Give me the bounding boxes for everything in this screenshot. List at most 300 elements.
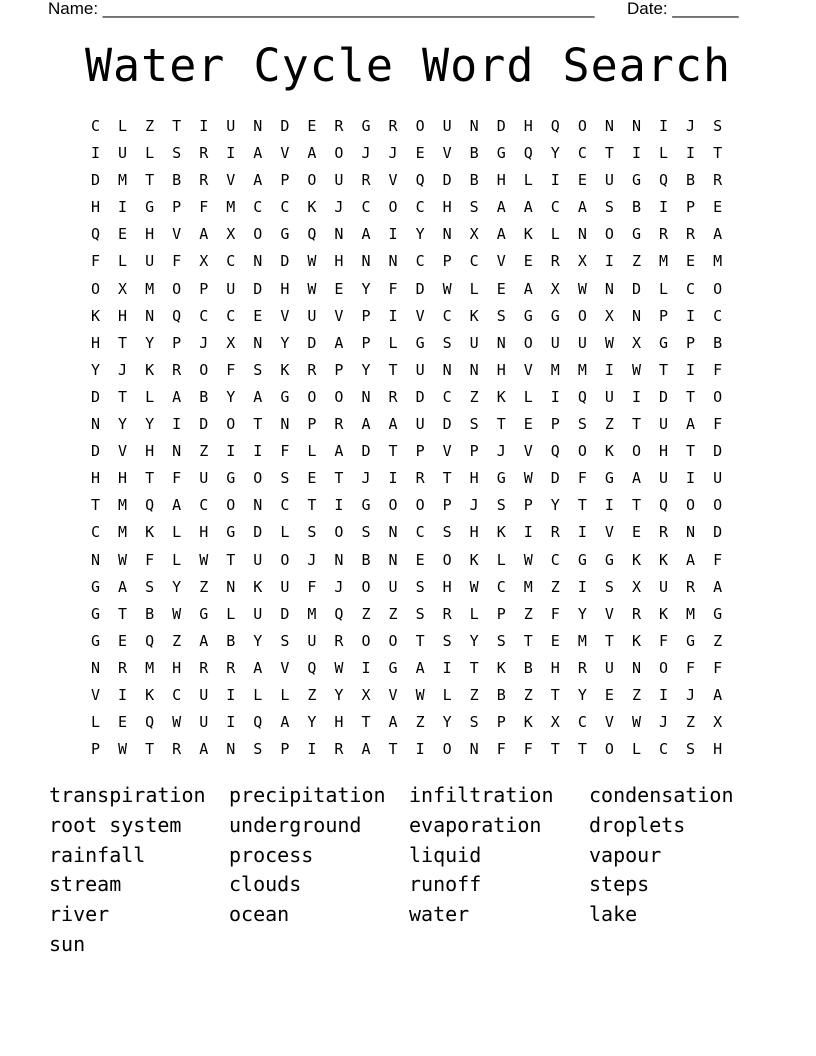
grid-letter: T [145, 171, 155, 190]
grid-letter: P [686, 333, 696, 352]
grid-letter: K [523, 713, 533, 732]
grid-letter: J [686, 685, 696, 704]
grid-letter: W [118, 740, 128, 759]
grid-letter: O [388, 631, 398, 650]
grid-letter: O [280, 550, 290, 569]
grid-letter: B [686, 171, 696, 190]
grid-letter: T [496, 415, 506, 434]
grid-letter: P [91, 740, 101, 759]
grid-letter: Y [469, 631, 479, 650]
word-list-row [49, 900, 769, 930]
grid-letter: N [334, 225, 344, 244]
grid-letter: C [226, 306, 236, 325]
grid-letter: N [253, 333, 263, 352]
grid-letter: R [226, 658, 236, 677]
grid-letter: T [523, 631, 533, 650]
grid-letter: V [604, 604, 614, 623]
grid-letter: Q [91, 225, 101, 244]
grid-letter: I [226, 144, 236, 163]
grid-letter: I [658, 117, 669, 135]
grid-letter: M [686, 604, 696, 623]
word-list-item: clouds [229, 872, 302, 897]
grid-letter: D [442, 415, 452, 434]
word-list-item: infiltration [409, 783, 554, 807]
grid-letter: L [145, 144, 155, 163]
grid-letter: C [577, 144, 587, 163]
grid-letter: I [523, 523, 533, 542]
grid-letter: Y [442, 713, 452, 732]
grid-letter: S [280, 631, 290, 650]
grid-letter: K [145, 685, 155, 704]
grid-letter: H [496, 360, 506, 379]
grid-letter: D [253, 279, 263, 298]
grid-letter: G [226, 469, 236, 488]
grid-letter: O [361, 631, 371, 650]
grid-letter: D [415, 387, 425, 406]
grid-letter: J [658, 713, 669, 732]
grid-letter: N [388, 523, 398, 542]
grid-letter: Z [145, 117, 155, 135]
grid-letter: S [361, 523, 371, 542]
grid-letter: P [361, 333, 371, 352]
grid-letter: T [361, 713, 371, 732]
grid-letter: F [496, 740, 506, 759]
grid-letter: F [388, 279, 398, 298]
grid-letter: T [334, 469, 344, 488]
grid-letter: W [442, 279, 452, 298]
grid-letter: Z [550, 577, 560, 596]
grid-letter: S [145, 577, 155, 596]
grid-letter: J [334, 198, 344, 217]
grid-letter: B [496, 685, 506, 704]
grid-letter: T [415, 631, 425, 650]
grid-letter: X [550, 279, 560, 298]
word-list-item: vapour [589, 842, 662, 867]
grid-letter: D [280, 117, 290, 135]
grid-letter: I [631, 387, 641, 406]
grid-letter: Q [658, 171, 669, 190]
grid-letter: U [199, 469, 209, 488]
grid-letter: C [199, 306, 209, 325]
grid-letter: S [577, 415, 587, 434]
grid-letter: R [713, 171, 723, 190]
grid-letter: N [388, 252, 398, 271]
grid-letter: T [253, 415, 263, 434]
grid-letter: Q [550, 117, 560, 135]
grid-row [82, 465, 731, 492]
grid-letter: Y [415, 225, 425, 244]
grid-letter: S [442, 333, 452, 352]
grid-row [82, 574, 731, 601]
grid-letter: A [496, 198, 506, 217]
grid-letter: T [631, 415, 641, 434]
grid-letter: D [361, 442, 371, 461]
grid-letter: V [415, 306, 425, 325]
grid-letter: G [496, 469, 506, 488]
grid-letter: L [442, 685, 452, 704]
grid-letter: S [253, 740, 263, 759]
grid-letter: L [469, 604, 479, 623]
grid-letter: B [172, 171, 182, 190]
grid-letter: U [253, 604, 263, 623]
grid-letter: R [199, 144, 209, 163]
grid-letter: R [307, 360, 317, 379]
grid-letter: L [523, 171, 533, 190]
grid-letter: X [361, 685, 371, 704]
grid-letter: D [91, 387, 101, 406]
grid-letter: Y [280, 333, 290, 352]
grid-letter: J [361, 144, 371, 163]
grid-letter: X [469, 225, 479, 244]
grid-letter: B [361, 550, 371, 569]
grid-letter: F [713, 658, 723, 677]
grid-row [82, 303, 731, 330]
grid-letter: E [713, 198, 723, 217]
grid-letter: T [604, 144, 614, 163]
grid-letter: H [550, 658, 560, 677]
grid-row [82, 682, 731, 709]
grid-letter: V [388, 171, 398, 190]
grid-letter: T [469, 658, 479, 677]
grid-row [82, 113, 731, 140]
grid-letter: K [496, 658, 506, 677]
grid-letter: R [658, 523, 669, 542]
grid-letter: A [253, 387, 263, 406]
grid-letter: A [415, 658, 425, 677]
word-list-row [49, 841, 769, 871]
grid-letter: Y [550, 144, 560, 163]
grid-letter: I [199, 117, 209, 135]
grid-letter: A [523, 279, 533, 298]
grid-letter: J [199, 333, 209, 352]
grid-letter: N [253, 117, 263, 135]
grid-letter: O [577, 117, 587, 135]
grid-letter: O [172, 279, 182, 298]
word-list-item: sun [49, 931, 86, 956]
grid-row [82, 276, 731, 303]
grid-letter: R [172, 740, 182, 759]
grid-letter: C [280, 496, 290, 515]
grid-letter: L [469, 279, 479, 298]
grid-letter: Q [307, 658, 317, 677]
grid-letter: L [388, 333, 398, 352]
grid-letter: Q [577, 387, 587, 406]
word-list-item: transpiration [49, 783, 206, 807]
grid-letter: N [577, 225, 587, 244]
grid-letter: E [631, 523, 641, 542]
word-list-item: droplets [589, 812, 686, 837]
grid-letter: N [496, 333, 506, 352]
grid-letter: N [686, 523, 696, 542]
grid-letter: G [91, 604, 101, 623]
grid-letter: O [253, 469, 263, 488]
grid-letter: R [361, 171, 371, 190]
grid-letter: D [496, 117, 506, 135]
grid-letter: V [442, 144, 452, 163]
grid-letter: P [658, 306, 669, 325]
grid-letter: M [145, 658, 155, 677]
grid-letter: O [334, 523, 344, 542]
word-list-item: rainfall [49, 842, 146, 867]
grid-letter: B [199, 387, 209, 406]
grid-letter: F [713, 550, 723, 569]
grid-row [82, 411, 731, 438]
letter-grid [82, 113, 731, 763]
grid-letter: P [523, 496, 533, 515]
grid-letter: E [334, 279, 344, 298]
grid-letter: C [415, 198, 425, 217]
grid-letter: K [307, 198, 317, 217]
grid-letter: F [280, 442, 290, 461]
grid-letter: A [631, 469, 641, 488]
grid-letter: S [713, 117, 723, 135]
grid-letter: M [523, 577, 533, 596]
grid-letter: V [172, 225, 182, 244]
grid-letter: N [280, 415, 290, 434]
grid-letter: P [334, 360, 344, 379]
grid-letter: O [523, 333, 533, 352]
grid-letter: G [713, 604, 723, 623]
grid-letter: A [713, 225, 723, 244]
grid-letter: V [388, 685, 398, 704]
grid-letter: A [172, 496, 182, 515]
grid-letter: A [713, 685, 723, 704]
grid-row [82, 357, 731, 384]
grid-letter: P [415, 442, 425, 461]
grid-letter: D [91, 171, 101, 190]
grid-letter: L [253, 685, 263, 704]
grid-letter: Y [550, 496, 560, 515]
grid-letter: Z [604, 415, 614, 434]
grid-letter: U [118, 144, 128, 163]
grid-letter: X [550, 713, 560, 732]
grid-letter: S [686, 740, 696, 759]
grid-letter: M [550, 360, 560, 379]
grid-letter: H [469, 469, 479, 488]
grid-letter: B [469, 171, 479, 190]
grid-letter: P [361, 306, 371, 325]
grid-letter: V [334, 306, 344, 325]
page-title: Water Cycle Word Search [84, 39, 732, 92]
grid-letter: G [604, 550, 614, 569]
grid-row [82, 736, 731, 763]
grid-row [82, 519, 731, 546]
grid-letter: U [253, 550, 263, 569]
grid-letter: L [172, 523, 182, 542]
grid-letter: N [91, 550, 101, 569]
grid-letter: S [469, 713, 479, 732]
grid-letter: V [280, 144, 290, 163]
grid-letter: E [415, 144, 425, 163]
grid-letter: F [686, 658, 696, 677]
grid-letter: R [686, 225, 696, 244]
grid-letter: I [631, 144, 641, 163]
grid-letter: S [469, 198, 479, 217]
grid-letter: S [496, 496, 506, 515]
grid-letter: L [118, 252, 128, 271]
grid-letter: U [307, 631, 317, 650]
grid-letter: E [577, 171, 587, 190]
grid-letter: D [91, 442, 101, 461]
grid-letter: D [713, 523, 723, 542]
grid-letter: R [334, 415, 344, 434]
grid-letter: Y [145, 415, 155, 434]
grid-letter: C [415, 523, 425, 542]
grid-letter: C [686, 279, 696, 298]
grid-letter: R [172, 360, 182, 379]
grid-letter: F [307, 577, 317, 596]
grid-letter: W [604, 333, 614, 352]
grid-letter: L [631, 740, 641, 759]
grid-letter: D [631, 279, 641, 298]
grid-row [82, 194, 731, 221]
grid-letter: K [145, 523, 155, 542]
grid-letter: A [172, 387, 182, 406]
grid-letter: T [388, 360, 398, 379]
grid-letter: U [442, 117, 452, 135]
grid-letter: Y [145, 333, 155, 352]
grid-letter: V [523, 442, 533, 461]
grid-letter: W [199, 550, 209, 569]
grid-letter: G [361, 496, 371, 515]
grid-letter: A [686, 550, 696, 569]
grid-letter: G [604, 469, 614, 488]
grid-letter: U [577, 333, 587, 352]
grid-letter: O [686, 496, 696, 515]
grid-letter: O [415, 117, 425, 135]
grid-letter: I [118, 198, 128, 217]
grid-letter: J [686, 117, 696, 135]
grid-letter: D [442, 171, 452, 190]
grid-letter: I [658, 198, 669, 217]
grid-letter: R [686, 577, 696, 596]
grid-letter: I [172, 415, 182, 434]
grid-letter: A [361, 225, 371, 244]
grid-letter: C [172, 685, 182, 704]
grid-letter: F [226, 360, 236, 379]
grid-letter: H [334, 713, 344, 732]
grid-letter: N [253, 252, 263, 271]
grid-letter: K [658, 604, 669, 623]
grid-letter: H [280, 279, 290, 298]
grid-letter: I [226, 685, 236, 704]
grid-letter: R [658, 225, 669, 244]
grid-row [82, 655, 731, 682]
grid-letter: T [658, 360, 669, 379]
grid-letter: C [442, 387, 452, 406]
grid-letter: C [199, 496, 209, 515]
grid-letter: T [686, 442, 696, 461]
grid-letter: L [280, 685, 290, 704]
grid-letter: L [280, 523, 290, 542]
grid-letter: C [713, 306, 723, 325]
name-field-label: Name: ____________________________________________________ [48, 0, 595, 18]
grid-letter: T [118, 387, 128, 406]
grid-letter: K [496, 523, 506, 542]
grid-letter: T [118, 333, 128, 352]
grid-letter: X [604, 306, 614, 325]
grid-letter: S [280, 469, 290, 488]
grid-letter: E [118, 713, 128, 732]
grid-letter: X [631, 333, 641, 352]
grid-letter: G [226, 523, 236, 542]
grid-letter: E [307, 469, 317, 488]
grid-letter: U [199, 713, 209, 732]
grid-row [82, 628, 731, 655]
grid-letter: W [469, 577, 479, 596]
grid-letter: T [713, 144, 723, 163]
grid-letter: T [91, 496, 101, 515]
grid-letter: F [145, 550, 155, 569]
grid-letter: Z [199, 577, 209, 596]
grid-letter: A [713, 577, 723, 596]
grid-letter: P [280, 171, 290, 190]
grid-letter: X [199, 252, 209, 271]
word-list-item: steps [589, 872, 650, 897]
grid-letter: N [442, 225, 452, 244]
grid-letter: N [469, 117, 479, 135]
grid-letter: Q [523, 144, 533, 163]
grid-letter: A [523, 198, 533, 217]
grid-letter: K [469, 550, 479, 569]
grid-letter: U [334, 171, 344, 190]
grid-letter: U [604, 387, 614, 406]
grid-row [82, 248, 731, 275]
grid-letter: Y [253, 631, 263, 650]
grid-letter: G [91, 631, 101, 650]
grid-letter: O [415, 496, 425, 515]
grid-letter: D [199, 415, 209, 434]
word-list-item: stream [49, 872, 122, 897]
grid-letter: T [550, 685, 560, 704]
grid-row [82, 221, 731, 248]
grid-letter: U [307, 306, 317, 325]
grid-letter: Q [145, 496, 155, 515]
grid-letter: A [496, 225, 506, 244]
grid-letter: W [577, 279, 587, 298]
grid-letter: Z [388, 604, 398, 623]
grid-letter: K [523, 225, 533, 244]
grid-letter: Y [577, 685, 587, 704]
grid-letter: K [469, 306, 479, 325]
grid-letter: N [469, 360, 479, 379]
grid-letter: V [118, 442, 128, 461]
grid-letter: O [658, 658, 669, 677]
grid-letter: G [686, 631, 696, 650]
grid-row [82, 709, 731, 736]
grid-letter: T [145, 740, 155, 759]
grid-letter: U [550, 333, 560, 352]
grid-letter: T [226, 550, 236, 569]
grid-letter: H [713, 740, 723, 759]
grid-letter: O [577, 306, 587, 325]
grid-letter: A [361, 415, 371, 434]
grid-letter: A [361, 740, 371, 759]
grid-letter: N [226, 577, 236, 596]
grid-letter: A [253, 171, 263, 190]
grid-letter: A [253, 658, 263, 677]
grid-letter: B [523, 658, 533, 677]
grid-letter: T [577, 496, 587, 515]
grid-letter: D [280, 252, 290, 271]
grid-letter: T [118, 604, 128, 623]
word-list-item: root system [49, 812, 182, 837]
grid-letter: J [469, 496, 479, 515]
grid-letter: D [307, 333, 317, 352]
header [48, 0, 739, 18]
grid-letter: O [604, 225, 614, 244]
grid-letter: N [253, 496, 263, 515]
